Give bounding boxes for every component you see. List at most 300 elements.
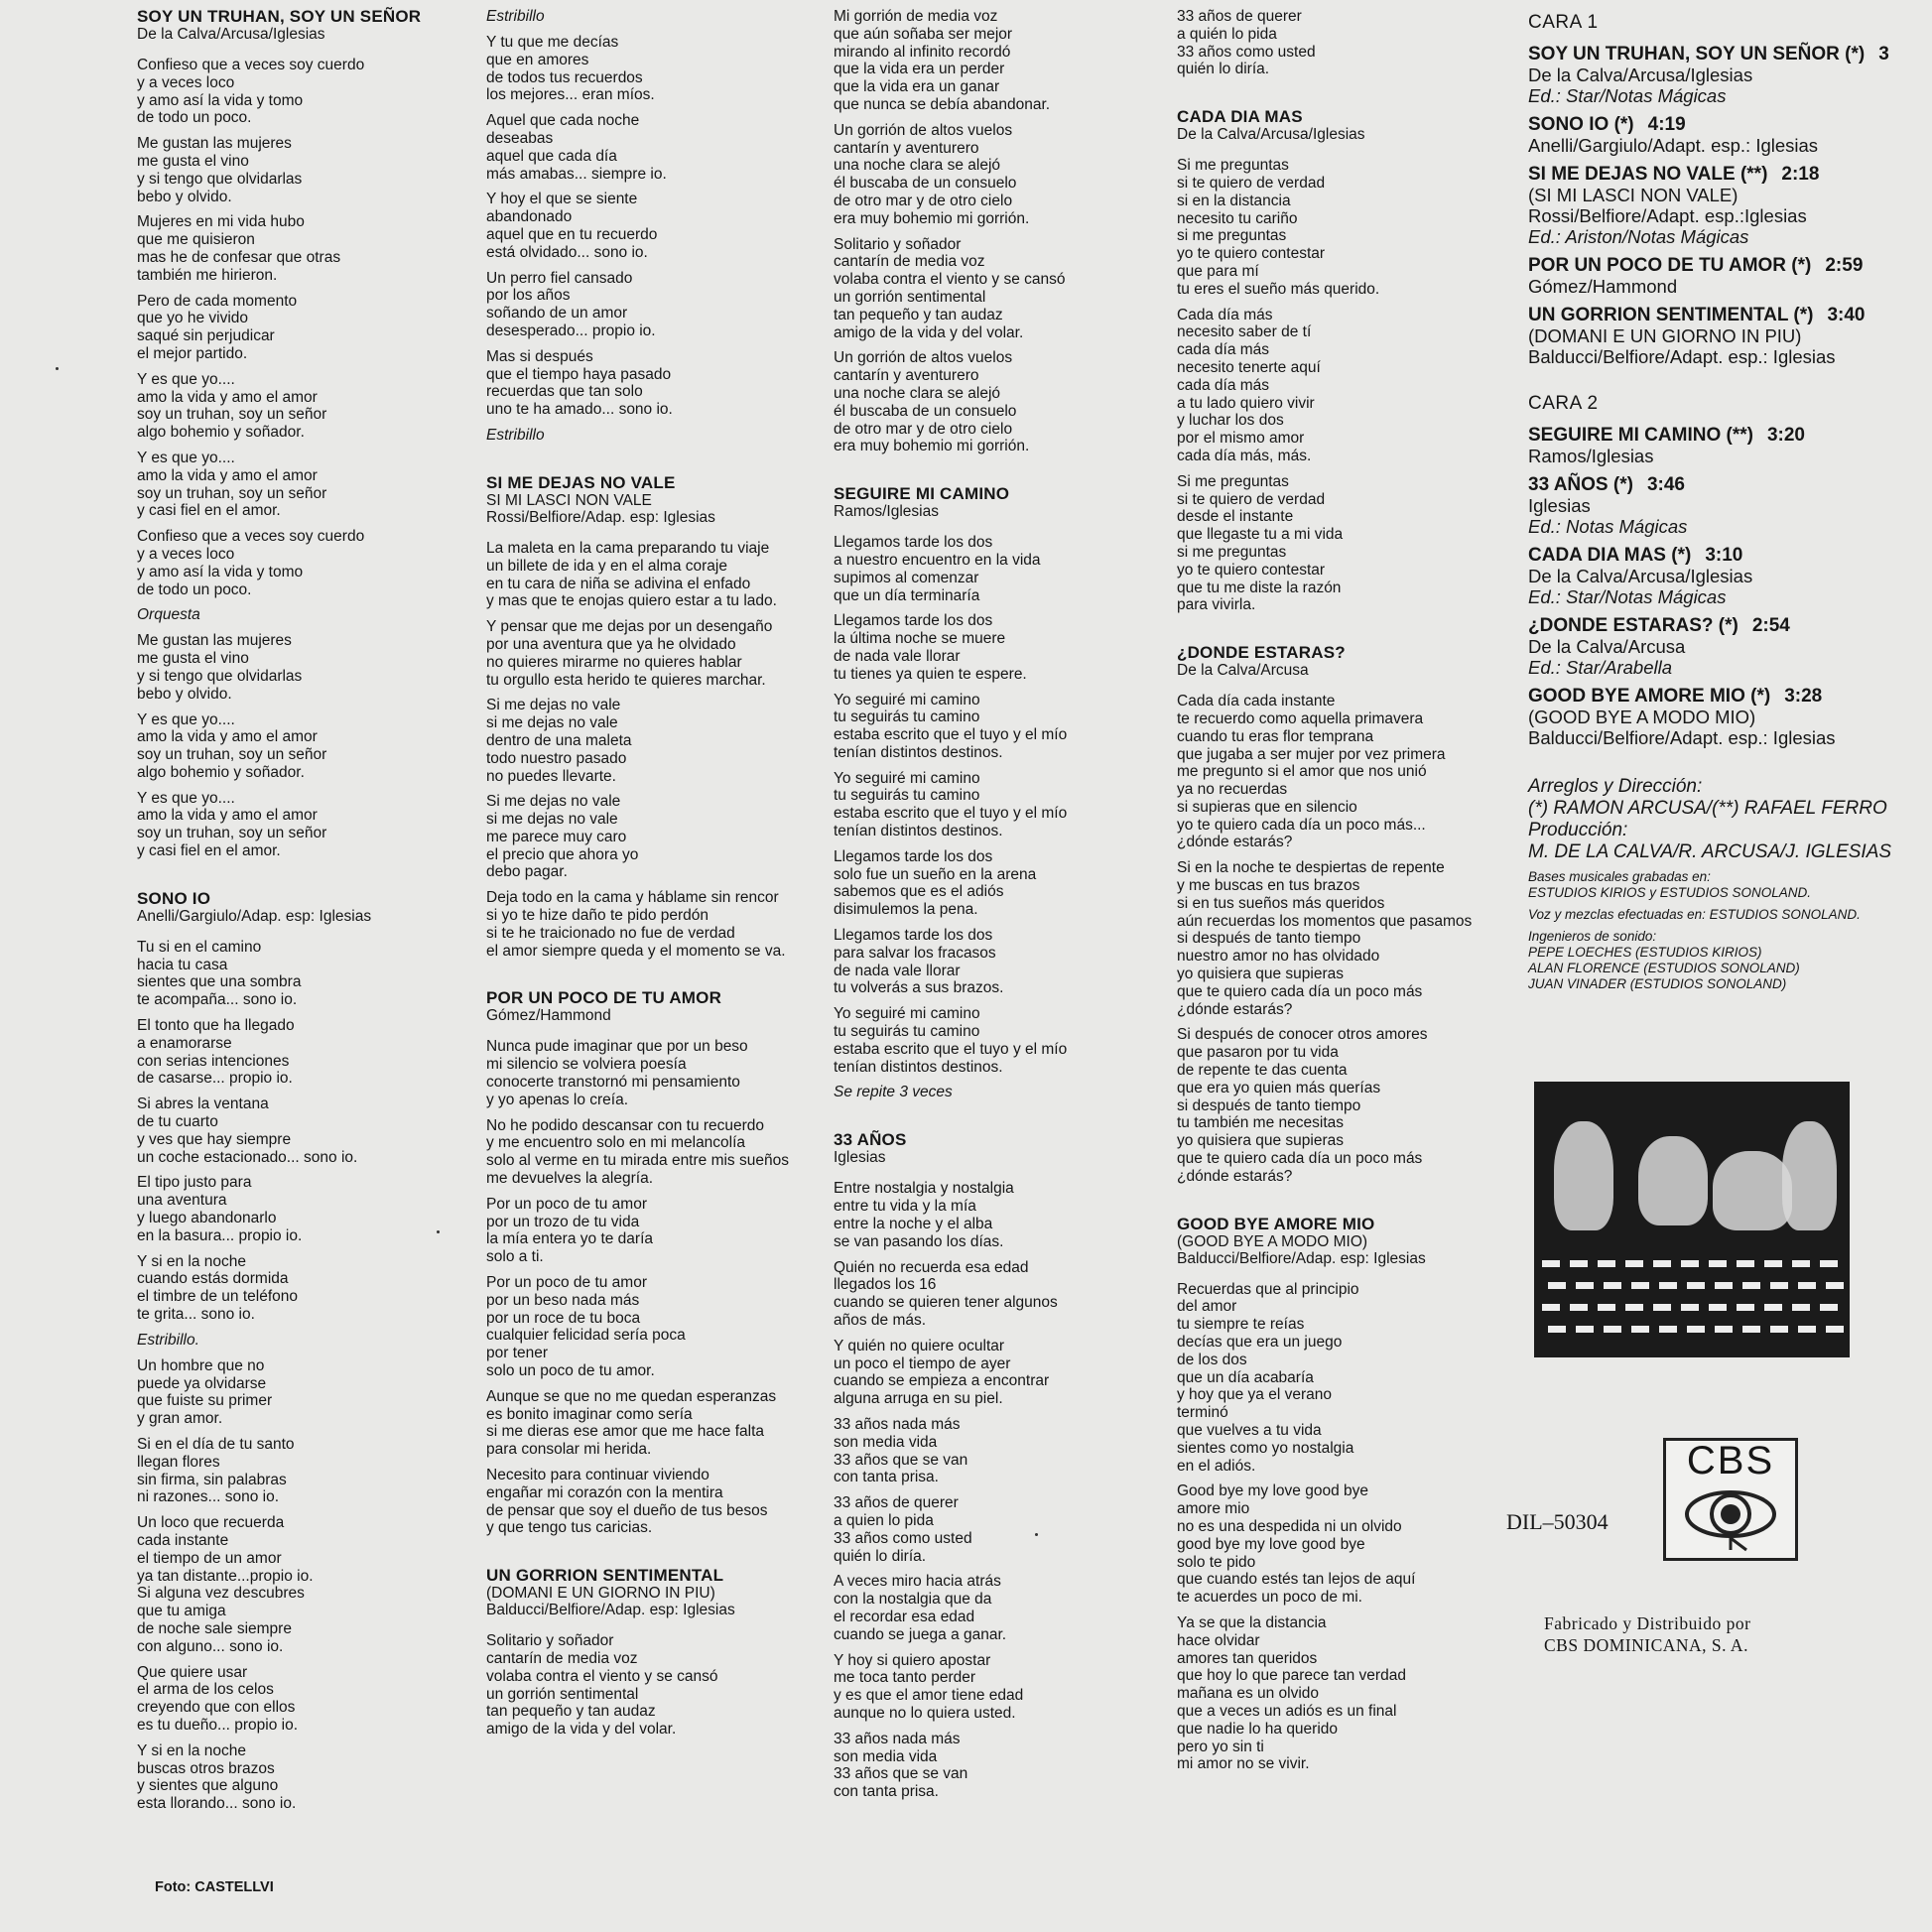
lyric-line: me pregunto si el amor que nos unió: [1177, 763, 1427, 781]
lyric-line: Y hoy si quiero apostar: [834, 1651, 991, 1669]
track-credit-line: Ed.: Star/Notas Mágicas: [1528, 586, 1727, 607]
lyric-line: cantarín de media voz: [486, 1649, 638, 1667]
stanza: [486, 1467, 834, 1537]
lyric-line: Llegamos tarde los dos: [834, 847, 993, 865]
lyric-line: y casi fiel en el amor.: [137, 502, 281, 520]
lyric-line: Entre nostalgia y nostalgia: [834, 1180, 1014, 1198]
lyric-line: Solitario y soñador: [486, 1632, 614, 1650]
lyric-line: en la basura... propio io.: [137, 1226, 303, 1244]
stanza: [486, 618, 834, 689]
lyric-line: son media vida: [834, 1433, 938, 1451]
stanza: [834, 349, 1171, 455]
console-key: [1548, 1282, 1566, 1289]
track-duration: 2:59: [1825, 255, 1864, 276]
track-credit-line: Iglesias: [1528, 495, 1591, 516]
song-credits: De la Calva/Arcusa: [1177, 662, 1309, 680]
side-label: CARA 2: [1528, 393, 1599, 414]
lyric-line: sabemos que es el adiós: [834, 883, 1004, 901]
song-credits: Balducci/Belfiore/Adap. esp: Iglesias: [486, 1602, 735, 1619]
lyric-line: pero yo sin ti: [1177, 1738, 1264, 1755]
lyric-line: saqué sin perjudicar: [137, 327, 275, 345]
track-title-row: [1528, 114, 1925, 135]
lyric-line: cada instante: [137, 1531, 229, 1549]
track-title: 33 AÑOS (*): [1528, 474, 1633, 495]
lyric-line: cuando tu eras flor temprana: [1177, 727, 1374, 745]
lyric-line: me devuelves la alegría.: [486, 1170, 654, 1188]
lyric-line: Y hoy el que se siente: [486, 191, 638, 208]
lyric-line: la última noche se muere: [834, 630, 1006, 648]
stanza: [1177, 157, 1504, 298]
song-credits: Iglesias: [834, 1149, 886, 1167]
lyric-line: se van pasando los días.: [834, 1232, 1004, 1250]
track-entry: [1528, 305, 1925, 367]
side-2: [1528, 393, 1925, 748]
stanza: [486, 540, 834, 610]
stanza: [137, 135, 464, 205]
track-duration: 3:20: [1766, 425, 1805, 446]
lyric-line: 33 años nada más: [834, 1730, 961, 1747]
lyric-line: en tu cara de niña se adivina el enfado: [486, 575, 751, 592]
lyric-line: cuando se empieza a encontrar: [834, 1372, 1050, 1390]
lyric-line: que jugaba a ser mujer por vez primera: [1177, 745, 1446, 763]
track-credit-line: Rossi/Belfiore/Adapt. esp.:Iglesias: [1528, 205, 1807, 226]
stanza: [834, 1338, 1171, 1408]
stanza: [137, 632, 464, 703]
lyric-line: un coche estacionado... sono io.: [137, 1148, 358, 1166]
lyric-line: Y quién no quiere ocultar: [834, 1337, 1005, 1354]
lyric-line: que para mí: [1177, 262, 1259, 280]
lyric-line: con serias intenciones: [137, 1052, 290, 1070]
console-key: [1826, 1282, 1844, 1289]
lyric-line: de noche sale siempre: [137, 1619, 292, 1637]
lyric-line: cada día más: [1177, 376, 1270, 394]
lyric-line: mirando al infinito recordó: [834, 43, 1011, 61]
console-key: [1742, 1326, 1760, 1333]
lyric-line: amo la vida y amo el amor: [137, 466, 318, 484]
lyric-line: a quien lo pida: [834, 1511, 934, 1529]
song-block: [486, 989, 834, 1537]
lyrics-column-3: [834, 8, 1171, 1831]
lyric-line: Y es que yo....: [137, 789, 235, 807]
lyric-line: era muy bohemio mi gorrión.: [834, 209, 1030, 227]
lyric-line: si me dejas no vale: [486, 811, 618, 829]
lyric-line: el tiempo de un amor: [137, 1549, 282, 1567]
console-key: [1770, 1282, 1788, 1289]
lyric-line: por un beso nada más: [486, 1291, 640, 1309]
lyric-line: con tanta prisa.: [834, 1783, 939, 1801]
stanza: [486, 1274, 834, 1380]
track-title: CADA DIA MAS (*): [1528, 545, 1692, 566]
lyric-line: a quién lo pida: [1177, 25, 1277, 43]
lyric-line: que cuando estés tan lejos de aquí: [1177, 1571, 1416, 1589]
lyric-line: si te he traicionado no fue de verdad: [486, 924, 735, 942]
song-title: SEGUIRE MI CAMINO: [834, 484, 1010, 504]
song-title: 33 AÑOS: [834, 1130, 907, 1150]
lyric-line: algo bohemio y soñador.: [137, 424, 305, 442]
song-subtitle: SI MI LASCI NON VALE: [486, 491, 652, 509]
console-key: [1687, 1282, 1705, 1289]
track-title: SOY UN TRUHAN, SOY UN SEÑOR (*): [1528, 44, 1866, 64]
production-names: M. DE LA CALVA/R. ARCUSA/J. IGLESIAS: [1528, 841, 1892, 862]
lyric-line: tenían distintos destinos.: [834, 823, 1003, 840]
lyric-line: una noche clara se alejó: [834, 157, 1001, 175]
engineer-2: ALAN FLORENCE (ESTUDIOS SONOLAND): [1528, 961, 1800, 975]
console-key: [1659, 1326, 1677, 1333]
lyric-line: tan pequeño y tan audaz: [486, 1703, 656, 1721]
console-key: [1792, 1260, 1810, 1267]
song-block: [1177, 8, 1504, 78]
stanza: [834, 1180, 1171, 1250]
song-block: [486, 8, 834, 445]
lyric-line: cada día más, más.: [1177, 447, 1312, 464]
stanza: [486, 1196, 834, 1266]
arrangement-names: (*) RAMON ARCUSA/(**) RAFAEL FERRO: [1528, 798, 1887, 819]
lyric-line: Y si en la noche: [137, 1252, 247, 1270]
lyric-line: soy un truhan, soy un señor: [137, 484, 327, 502]
lyric-line: 33 años de querer: [834, 1494, 959, 1512]
song-block: [834, 485, 1171, 1101]
console-key: [1737, 1304, 1754, 1311]
lyric-line: si en tus sueños más queridos: [1177, 894, 1385, 912]
lyric-line: es bonito imaginar como sería: [486, 1405, 693, 1423]
console-key: [1770, 1326, 1788, 1333]
track-duration: 2:18: [1781, 164, 1820, 185]
lyric-line: solo un poco de tu amor.: [486, 1362, 655, 1380]
lyric-line: tu seguirás tu camino: [834, 708, 980, 726]
track-title-row: [1528, 255, 1925, 276]
lyric-line: Good bye my love good bye: [1177, 1482, 1369, 1500]
lyric-line: solo a ti.: [486, 1248, 544, 1266]
lyric-line: por una aventura que ya he olvidado: [486, 635, 736, 653]
track-title-row: [1528, 686, 1925, 707]
lyric-line: entre tu vida y la mía: [834, 1198, 976, 1216]
lyric-line: Quién no recuerda esa edad: [834, 1258, 1029, 1276]
lyric-line: cualquier felicidad sería poca: [486, 1327, 686, 1345]
lyric-line: y ves que hay siempre: [137, 1130, 292, 1148]
stanza: [1177, 1482, 1504, 1607]
stanza: [137, 450, 464, 520]
lyric-line: Y es que yo....: [137, 449, 235, 466]
lyric-line: de todo un poco.: [137, 109, 252, 127]
stanza: [137, 1664, 464, 1735]
lyric-line: cada día más: [1177, 341, 1270, 359]
lyric-line: si yo te hize daño te pido perdón: [486, 907, 709, 925]
lyric-line: tu volverás a sus brazos.: [834, 979, 1004, 997]
song-credits: Rossi/Belfiore/Adap. esp: Iglesias: [486, 508, 715, 526]
lyric-line: y casi fiel en el amor.: [137, 842, 281, 860]
console-key: [1570, 1260, 1588, 1267]
console-key: [1820, 1260, 1838, 1267]
lyric-line: si en la distancia: [1177, 192, 1291, 209]
lyric-line: yo quisiera que supieras: [1177, 966, 1345, 983]
lyric-line: alguna arruga en su piel.: [834, 1390, 1003, 1408]
engineer-1: PEPE LOECHES (ESTUDIOS KIRIOS): [1528, 945, 1762, 960]
lyric-line: de repente te das cuenta: [1177, 1062, 1348, 1080]
song-block: [486, 474, 834, 961]
lyric-line: es tu dueño... propio io.: [137, 1716, 299, 1734]
lyric-line: debo pagar.: [486, 863, 568, 881]
track-credit-line: Gómez/Hammond: [1528, 276, 1678, 297]
stanza: [834, 1652, 1171, 1723]
lyric-line: años de más.: [834, 1312, 927, 1330]
lyric-line: quién lo diría.: [834, 1547, 927, 1565]
lyric-line: los mejores... eran míos.: [486, 86, 655, 104]
lyric-line: que nadie lo ha querido: [1177, 1720, 1339, 1738]
console-key: [1798, 1282, 1816, 1289]
stanza: [137, 1095, 464, 1166]
lyric-line: y me buscas en tus brazos: [1177, 877, 1360, 895]
console-key: [1625, 1260, 1643, 1267]
stanza: [137, 528, 464, 598]
lyric-line: me parece muy caro: [486, 828, 627, 845]
track-credit-line: De la Calva/Arcusa: [1528, 636, 1686, 657]
lyric-line: que la vida era un perder: [834, 61, 1005, 78]
studio-photo: [1534, 1082, 1850, 1357]
lyric-line: llegados los 16: [834, 1276, 937, 1294]
console-key: [1548, 1326, 1566, 1333]
lyric-line: por el mismo amor: [1177, 430, 1305, 448]
lyric-line: tu orgullo esta herido te quieres marchar.: [486, 671, 766, 689]
lyric-line: 33 años como usted: [834, 1529, 972, 1547]
lyric-line: que llegaste tu a mi vida: [1177, 526, 1344, 544]
track-entry: [1528, 114, 1925, 156]
lyric-line: todo nuestro pasado: [486, 749, 627, 767]
lyric-line: si después de tanto tiempo: [1177, 930, 1361, 948]
stanza: [1177, 307, 1504, 465]
stanza: [486, 34, 834, 104]
lyric-line: para vivirla.: [1177, 596, 1256, 614]
stanza: [1177, 859, 1504, 1018]
lyric-line: Por un poco de tu amor: [486, 1274, 647, 1292]
track-title: POR UN POCO DE TU AMOR (*): [1528, 255, 1812, 276]
stanza: [486, 889, 834, 960]
track-credit-line: Ed.: Star/Arabella: [1528, 657, 1672, 678]
lyric-line: si supieras que en silencio: [1177, 798, 1357, 816]
lyric-line: de otro mar y de otro cielo: [834, 192, 1013, 209]
lyric-line: que tu me diste la razón: [1177, 579, 1342, 596]
lyric-line: soy un truhan, soy un señor: [137, 746, 327, 764]
lyric-line: Llegamos tarde los dos: [834, 534, 993, 552]
lyrics-column-2: [486, 8, 834, 1768]
stanza: [834, 8, 1171, 114]
lyric-line: yo quisiera que supieras: [1177, 1132, 1345, 1150]
console-key: [1604, 1282, 1621, 1289]
track-credit-line: Ed.: Star/Notas Mágicas: [1528, 85, 1727, 106]
song-block: [834, 1131, 1171, 1801]
lyric-line: amo la vida y amo el amor: [137, 728, 318, 746]
lyric-line: Y es que yo....: [137, 370, 235, 388]
lyric-line: yo te quiero cada día un poco más...: [1177, 816, 1426, 834]
lyric-line: Si me preguntas: [1177, 157, 1289, 175]
lyric-line: disimulemos la pena.: [834, 901, 978, 919]
lyric-line: el recordar esa edad: [834, 1608, 975, 1625]
lyric-line: y yo apenas lo creía.: [486, 1091, 629, 1108]
lyric-line: tu eres el sueño más querido.: [1177, 280, 1380, 298]
lyric-line: ya no recuerdas: [1177, 781, 1288, 799]
console-key: [1598, 1260, 1615, 1267]
track-title: SEGUIRE MI CAMINO (**): [1528, 425, 1753, 446]
lyric-line: ni razones... sono io.: [137, 1488, 280, 1506]
console-key: [1631, 1282, 1649, 1289]
stanza: [834, 1494, 1171, 1565]
lyric-line: y es que el amor tiene edad: [834, 1687, 1024, 1705]
lyric-line: de pensar que soy el dueño de tus besos: [486, 1501, 768, 1519]
lyric-line: tenían distintos destinos.: [834, 1058, 1003, 1076]
lyric-line: nuestro amor no has olvidado: [1177, 948, 1380, 966]
lyric-line: en el adiós.: [1177, 1457, 1256, 1475]
lyric-line: tu siempre te reías: [1177, 1316, 1305, 1334]
stanza: [486, 1632, 834, 1739]
stanza-note: Estribillo.: [137, 1331, 199, 1349]
track-credit-line: Anelli/Gargiulo/Adapt. esp.: Iglesias: [1528, 135, 1819, 156]
lyric-line: ya tan distante...propio io.: [137, 1567, 314, 1585]
console-key: [1715, 1282, 1733, 1289]
lyric-line: de todos tus recuerdos: [486, 68, 643, 86]
catalog-number: DIL–50304: [1506, 1509, 1609, 1534]
stanza: [1177, 1281, 1504, 1476]
lyric-line: que me quisieron: [137, 231, 255, 249]
lyric-line: Si en el día de tu santo: [137, 1436, 295, 1453]
side-label: CARA 1: [1528, 12, 1599, 33]
lyric-line: Un gorrión de altos vuelos: [834, 349, 1013, 367]
lyric-line: para consolar mi herida.: [486, 1441, 652, 1459]
console-key: [1715, 1326, 1733, 1333]
lyric-line: y a veces loco: [137, 73, 235, 91]
song-credits: Balducci/Belfiore/Adap. esp: Iglesias: [1177, 1249, 1426, 1267]
engineer-3: JUAN VINADER (ESTUDIOS SONOLAND): [1528, 976, 1787, 991]
console-key: [1826, 1326, 1844, 1333]
track-credit-line: Ramos/Iglesias: [1528, 446, 1654, 466]
stanza: [486, 191, 834, 261]
stanza-note: Estribillo: [486, 8, 545, 25]
lyric-line: un billete de ida y en el alma coraje: [486, 557, 727, 575]
lyric-line: soñando de un amor: [486, 305, 628, 322]
song-title: GOOD BYE AMORE MIO: [1177, 1214, 1375, 1233]
lyric-line: necesito saber de tí: [1177, 323, 1312, 341]
lyric-line: 33 años que se van: [834, 1765, 968, 1783]
song-block: [486, 1567, 834, 1739]
track-credit-line: Balducci/Belfiore/Adapt. esp.: Iglesias: [1528, 727, 1836, 748]
song-credits: Anelli/Gargiulo/Adap. esp: Iglesias: [137, 907, 372, 925]
console-key: [1681, 1304, 1699, 1311]
cbs-logo-text: CBS: [1686, 1439, 1775, 1482]
stanza: [1177, 1026, 1504, 1185]
lyric-line: engañar mi corazón con la mentira: [486, 1483, 723, 1501]
stanza: [137, 711, 464, 782]
lyric-line: Confieso que a veces soy cuerdo: [137, 57, 365, 73]
lyric-line: de los dos: [1177, 1351, 1247, 1368]
lyric-line: Y pensar que me dejas por un desengaño: [486, 618, 773, 636]
song-title: UN GORRION SENTIMENTAL: [486, 1566, 724, 1586]
stanza: [137, 1174, 464, 1244]
track-title-row: [1528, 615, 1925, 636]
lyric-line: a enamorarse: [137, 1034, 232, 1052]
stanza: [137, 790, 464, 860]
console-key: [1598, 1304, 1615, 1311]
lyric-line: estaba escrito que el tuyo y el mío: [834, 726, 1068, 744]
lyric-line: y luchar los dos: [1177, 412, 1284, 430]
lyric-line: terminó: [1177, 1404, 1228, 1422]
console-key: [1764, 1260, 1782, 1267]
track-duration: 3: [1878, 44, 1889, 64]
lyrics-column-1: [137, 8, 464, 1843]
lyric-line: que aún soñaba ser mejor: [834, 25, 1013, 43]
console-key: [1542, 1260, 1560, 1267]
stanza: [137, 371, 464, 442]
lyric-line: A veces miro hacia atrás: [834, 1573, 1001, 1591]
track-credit-line: De la Calva/Arcusa/Iglesias: [1528, 566, 1753, 586]
lyric-line: Yo seguiré mi camino: [834, 769, 980, 787]
lyric-line: que vuelves a tu vida: [1177, 1422, 1322, 1439]
track-duration: 3:40: [1827, 305, 1866, 325]
console-key: [1653, 1260, 1671, 1267]
lyric-line: a nuestro encuentro en la vida: [834, 551, 1041, 569]
lyric-line: mi silencio se volviera poesía: [486, 1056, 687, 1074]
lyric-line: a tu lado quiero vivir: [1177, 394, 1315, 412]
lyric-line: que a veces un adiós es un final: [1177, 1702, 1397, 1720]
lyric-line: un poco el tiempo de ayer: [834, 1354, 1011, 1372]
console-key: [1576, 1326, 1594, 1333]
lyric-line: que en amores: [486, 51, 589, 68]
lyric-line: el precio que ahora yo: [486, 845, 639, 863]
lyric-line: que hoy lo que parece tan verdad: [1177, 1667, 1406, 1685]
stanza: [834, 122, 1171, 228]
lyric-line: mañana es un olvido: [1177, 1685, 1320, 1703]
track-entry: [1528, 474, 1925, 537]
lyric-line: no quieres mirarme no quieres hablar: [486, 653, 742, 671]
lyric-line: él buscaba de un consuelo: [834, 175, 1017, 193]
lyric-line: El tipo justo para: [137, 1174, 252, 1192]
stanza: [486, 1038, 834, 1108]
console-key: [1737, 1260, 1754, 1267]
track-title-row: [1528, 164, 1925, 185]
lyric-line: y luego abandonarlo: [137, 1210, 277, 1227]
song-block: [1177, 644, 1504, 1186]
lyric-line: no es una despedida ni un olvido: [1177, 1517, 1402, 1535]
lyric-line: entre la noche y el alba: [834, 1216, 993, 1233]
lyric-line: cantarín y aventurero: [834, 139, 979, 157]
stanza-note: Estribillo: [486, 426, 545, 444]
lyric-line: desesperado... propio io.: [486, 322, 656, 339]
lyric-line: solo al verme en tu mirada entre mis sueños: [486, 1152, 789, 1170]
photo-credit: Foto: CASTELLVI: [155, 1879, 274, 1895]
song-credits: Ramos/Iglesias: [834, 503, 939, 521]
lyric-line: Si alguna vez descubres: [137, 1585, 305, 1603]
lyric-line: llegan flores: [137, 1453, 220, 1471]
track-credit-line: (GOOD BYE A MODO MIO): [1528, 707, 1756, 727]
lyric-line: de tu cuarto: [137, 1113, 218, 1131]
lyric-line: el amor siempre queda y el momento se va.: [486, 942, 786, 960]
lyric-line: si me preguntas: [1177, 543, 1287, 561]
stanza: [486, 112, 834, 183]
lyric-line: que un día terminaría: [834, 586, 980, 604]
lyric-line: que te quiero cada día un poco más: [1177, 982, 1423, 1000]
lyric-line: Y si en la noche: [137, 1741, 247, 1759]
lyric-line: puede ya olvidarse: [137, 1374, 267, 1392]
lyric-line: si me dieras ese amor que me hace falta: [486, 1423, 764, 1441]
lyric-line: 33 años nada más: [834, 1416, 961, 1433]
console-key: [1709, 1260, 1727, 1267]
track-credit-line: Balducci/Belfiore/Adapt. esp.: Iglesias: [1528, 346, 1836, 367]
lyric-line: yo te quiero contestar: [1177, 245, 1326, 263]
lyric-line: un gorrión sentimental: [486, 1685, 639, 1703]
lyric-line: y sientes que alguno: [137, 1777, 279, 1795]
engineers-heading: Ingenieros de sonido:: [1528, 929, 1657, 944]
song-credits: De la Calva/Arcusa/Iglesias: [137, 26, 325, 43]
stanza: [834, 848, 1171, 919]
lyric-line: aunque no lo quiera usted.: [834, 1704, 1016, 1722]
song-block: [1177, 108, 1504, 614]
